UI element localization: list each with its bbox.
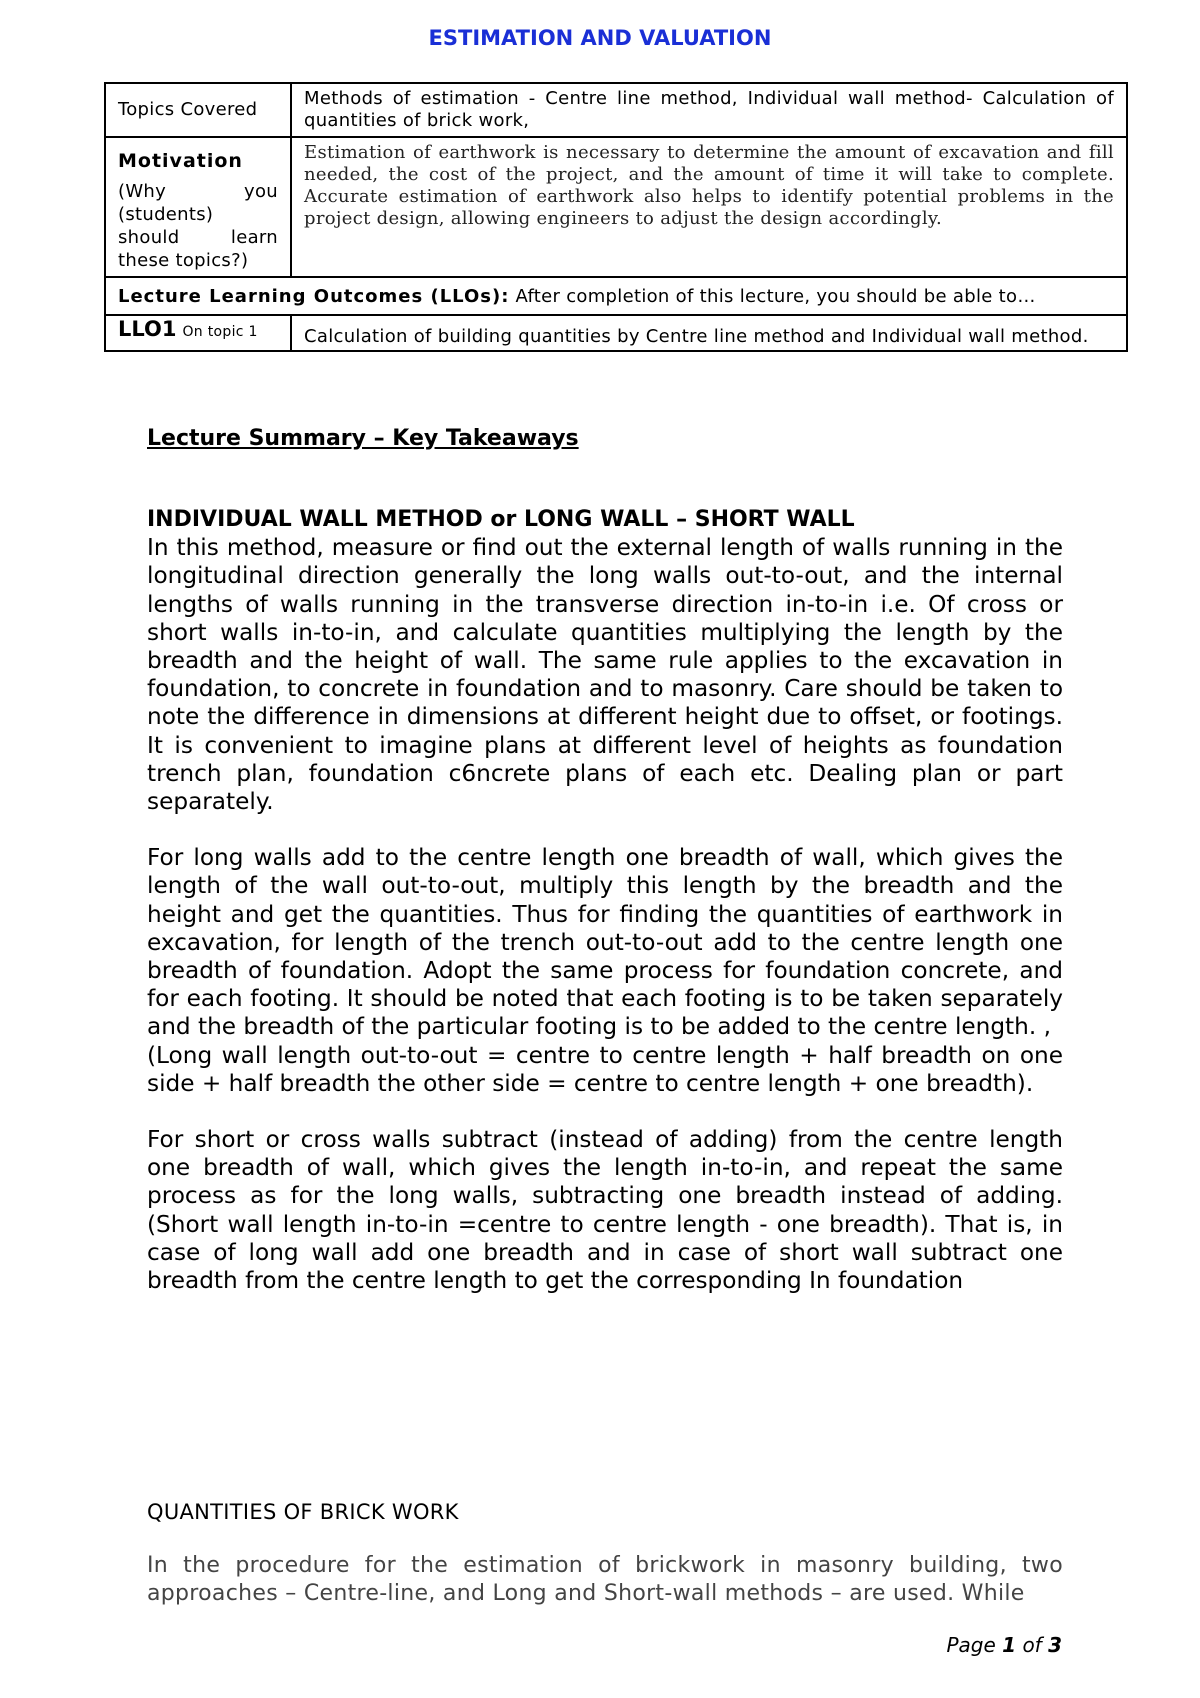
iwm-heading: INDIVIDUAL WALL METHOD or LONG WALL – SHORT WALL xyxy=(147,507,855,532)
llo1-note: On topic 1 xyxy=(182,324,258,340)
page-of: of xyxy=(1022,1633,1042,1657)
iwm-paragraph-1: In this method, measure or find out the external length of walls running in the longitudinal direction generally the long walls out-to-out, and the internal lengths of walls running in the transverse direction in-to-in i.e. Of cross or short walls in-to-in, and calculate quantities multiplying the length by the breadth and the height of wall. The same rule applies to the excavation in foundation, to concrete in foundation and to masonry. Care should be taken to note the difference in dimensions at different height due to offset, or footings. It is convenient to imagine plans at different level of heights as foundation trench plan, foundation c6ncrete plans of each etc. Dealing plan or part separately. xyxy=(147,534,1063,816)
motivation-text: Estimation of earthwork is necessary to determine the amount of excavation and fill needed, the cost of the project, and the amount of time it will take to complete. Accurate estimation of earthwork also helps to identify potential problems in the project design, allowing engineers to adjust the design accordingly. xyxy=(291,137,1127,277)
brick-work-heading: QUANTITIES OF BRICK WORK xyxy=(147,1500,459,1524)
page-word: Page xyxy=(946,1633,996,1657)
iwm-paragraph-4: For short or cross walls subtract (instead of adding) from the centre length one breadth of wall, which gives the length in-to-in, and repeat the same process as for the long walls, subtracting one breadth instead of adding. (Short wall length in-to-in =centre to centre length - one breadth). That is, in case of long wall add one breadth and in case of short wall subtract one breadth from the centre length to get the corresponding In foundation xyxy=(147,1126,1063,1295)
llo1-id-cell xyxy=(105,315,291,351)
iwm-paragraph-3: (Long wall length out-to-out = centre to centre length + half breadth on one side + half breadth the other side = centre to centre length + one breadth). xyxy=(147,1041,1063,1097)
iwm-paragraph-2: For long walls add to the centre length one breadth of wall, which gives the length of the wall out-to-out, multiply this length by the breadth and the height and get the quantities. Thus for finding the quantities of earthwork in excavation, for length of the trench out-to-out add to the centre length one breadth of foundation. Adopt the same process for foundation concrete, and for each footing. It should be noted that each footing is to be taken separately and the breadth of the particular footing is to be added to the centre length. , xyxy=(147,844,1063,1041)
motivation-subtitle: (Why you (students) should learn these topics?) xyxy=(118,181,278,271)
individual-wall-section xyxy=(147,506,1063,1295)
page-total: 3 xyxy=(1048,1633,1062,1657)
topics-row xyxy=(105,83,1127,137)
topics-text: Methods of estimation - Centre line method, Individual wall method- Calculation of quantities of brick work, xyxy=(291,83,1127,137)
topics-label: Topics Covered xyxy=(105,83,291,137)
motivation-row xyxy=(105,137,1127,277)
llo-outcomes-cell xyxy=(105,277,1127,315)
lecture-info-table xyxy=(104,82,1128,352)
llo-label: Lecture Learning Outcomes (LLOs): xyxy=(118,286,510,307)
page-current: 1 xyxy=(1002,1633,1017,1657)
motivation-label-cell xyxy=(105,137,291,277)
llo-outcomes-row xyxy=(105,277,1127,315)
llo1-row xyxy=(105,315,1127,351)
document-title: ESTIMATION AND VALUATION xyxy=(428,26,772,50)
brick-work-text: In the procedure for the estimation of brickwork in masonry building, two approaches – Centre-line, and Long and Short-wall methods – are used. While xyxy=(147,1553,1063,1606)
llo-intro-text: After completion of this lecture, you should be able to… xyxy=(515,286,1036,307)
motivation-label: Motivation xyxy=(118,150,243,172)
summary-heading: Lecture Summary – Key Takeaways xyxy=(147,426,579,451)
page-number xyxy=(940,1633,1062,1657)
llo1-id: LLO1 xyxy=(118,317,177,341)
llo1-text: Calculation of building quantities by Centre line method and Individual wall method. xyxy=(291,315,1127,351)
